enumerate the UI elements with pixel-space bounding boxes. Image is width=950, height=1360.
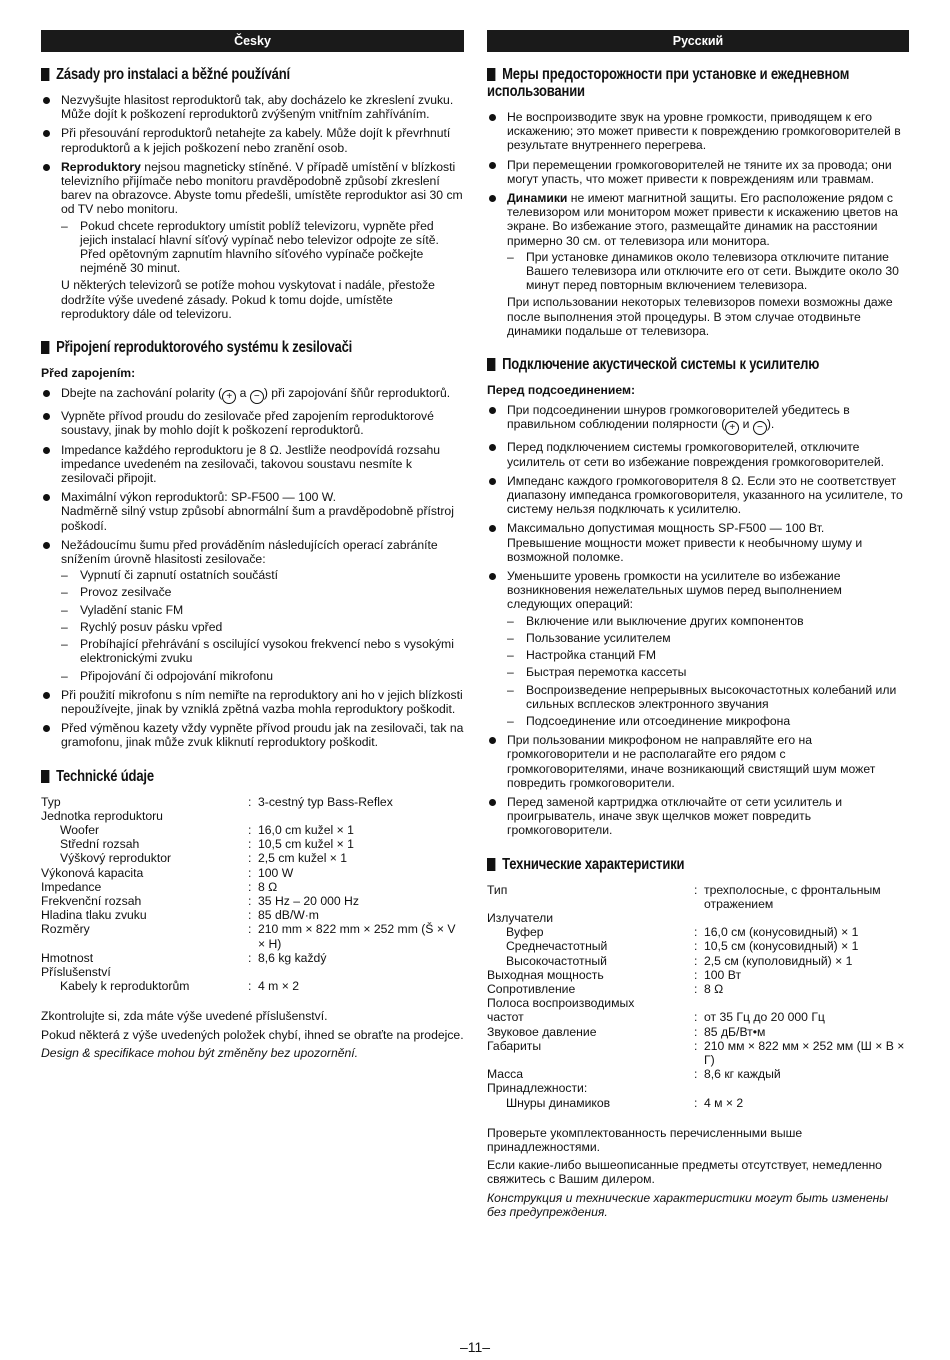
spec-row xyxy=(487,1025,909,1039)
section-square-icon xyxy=(41,68,49,81)
cs-connection-title-text: Připojení reproduktorového systému k zesilovači xyxy=(56,339,353,357)
dash-item: – Vyladění stanic FM xyxy=(61,603,464,617)
list-item xyxy=(487,403,909,435)
spec-row xyxy=(41,951,464,965)
spec-label: Hmotnost xyxy=(41,950,94,965)
ru-installation-title xyxy=(487,66,909,100)
spec-label: Jednotka reproduktoru xyxy=(41,808,163,823)
page-number: –11– xyxy=(459,1339,491,1355)
spec-row xyxy=(41,965,464,979)
spec-row xyxy=(41,795,464,809)
spec-value: 100 W xyxy=(258,865,294,880)
cs-connection-subhead: Před zapojením: xyxy=(41,366,136,381)
section-square-icon xyxy=(487,358,495,371)
section-square-icon xyxy=(41,770,49,783)
ru-specs-table xyxy=(487,883,909,1110)
cs-specs-title-text: Technické údaje xyxy=(56,767,154,785)
spec-value xyxy=(704,911,909,925)
russian-column xyxy=(487,30,909,1237)
spec-label: Impedance xyxy=(41,879,102,894)
cs-connection-section xyxy=(41,339,464,749)
list-item xyxy=(41,160,464,321)
spec-row xyxy=(41,823,464,837)
spec-value: от 35 Гц до 20 000 Гц xyxy=(704,1010,825,1025)
spec-value: 35 Hz – 20 000 Hz xyxy=(258,893,359,908)
spec-label: Woofer xyxy=(60,822,100,837)
item-text: Dbejte na zachování polarity ( xyxy=(61,386,223,401)
ru-connection-list xyxy=(487,403,909,837)
spec-colon: : xyxy=(694,981,698,996)
item-text: ). xyxy=(766,417,775,432)
dash-item: – Provoz zesilvače xyxy=(61,585,464,599)
dash-item: – Probíhající přehrávání s oscilující vysokou frekvencí nebo s vysokými elektronickými zvuku xyxy=(61,637,464,665)
spec-colon xyxy=(694,1081,704,1095)
spec-label: Výškový reproduktor xyxy=(60,851,172,866)
spec-label: Излучатели xyxy=(487,910,554,925)
cs-accessories-note: Zkontrolujte si, zda máte výše uvedené příslušenství. xyxy=(41,1009,328,1024)
list-item: Импеданс каждого громкоговорителя 8 Ω. Если это не соответствует диапазону импеданса громкоговорителя, указанного на усилителе, то систему нельзя подключать к усилителю. xyxy=(487,474,909,517)
spec-row xyxy=(41,851,464,865)
dash-item: – Включение или выключение других компонентов xyxy=(507,614,909,628)
spec-row xyxy=(41,922,464,950)
ru-design-note: Конструкция и технические характеристики могут быть изменены без предупреждения. xyxy=(487,1190,889,1219)
list-item xyxy=(41,386,464,404)
dash-item: – Rychlý posuv pásku vpřed xyxy=(61,620,464,634)
minus-polarity-icon: − xyxy=(250,390,264,404)
section-square-icon xyxy=(487,858,495,871)
spec-row xyxy=(487,982,909,996)
spec-row xyxy=(487,1096,909,1110)
spec-label: Hladina tlaku zvuku xyxy=(41,908,147,923)
spec-value xyxy=(258,809,464,823)
spec-colon: : xyxy=(694,1067,698,1082)
list-item: Nezvyšujte hlasitost reproduktorů tak, aby docházelo ke zkreslení zvuku. Může dojít k poškození reproduktorů zvýšeným vnitřním zahříváním. xyxy=(41,93,464,121)
list-item xyxy=(487,521,909,564)
spec-value: 10,5 cm kužel × 1 xyxy=(258,837,354,852)
spec-value: 10,5 см (конусовидный) × 1 xyxy=(704,939,859,954)
ru-installation-title-text: Меры предосторожности при установке и ежедневном использовании xyxy=(487,66,850,100)
spec-row xyxy=(41,908,464,922)
spec-value: 210 мм × 822 мм × 252 мм (Ш × В × Г) xyxy=(704,1038,905,1067)
spec-colon: : xyxy=(694,1038,698,1053)
spec-colon: : xyxy=(248,979,252,994)
list-item: Перед заменой картриджа отключайте от сети усилитель и проигрыватель, иначе звук щелчков может повредить громкоговорители. xyxy=(487,795,909,838)
spec-colon: : xyxy=(248,950,252,965)
list-item xyxy=(41,538,464,683)
dash-item: – Vypnutí či zapnutí ostatních součástí xyxy=(61,568,464,582)
ru-connection-title xyxy=(487,356,841,373)
spec-label: Полоса воспроизводимых xyxy=(487,996,635,1011)
spec-label: Тип xyxy=(487,882,508,897)
section-square-icon xyxy=(487,68,495,81)
dash-item: – При установке динамиков около телевизора отключите питание Вашего телевизора или отключите его от сети. Выждите около 30 минут перед повторным включением телевизора. xyxy=(507,250,909,293)
emphasis-text: Reproduktory xyxy=(61,159,141,174)
spec-colon: : xyxy=(694,1010,698,1025)
list-item: Vypněte přívod proudu do zesilovače před zapojením reproduktorové soustavy, jinak by mohlo dojít k poškození reproduktorů. xyxy=(41,409,464,437)
ru-specs-title xyxy=(487,856,841,873)
spec-row xyxy=(41,894,464,908)
ru-installation-list xyxy=(487,110,909,338)
list-item: Не воспроизводите звук на уровне громкости, приводящем к его искажению; это может привести к повреждению громкоговорителей в результате внутреннего перегрева. xyxy=(487,110,909,153)
dash-item: – Pokud chcete reproduktory umístit poblíž televizoru, vypněte před jejich instalací hlavní síťový vypínač nebo televizor odpojte ze sítě. Před opětovným zapnutím hlavního síťového vypínače počkejte nejméně 30 minut. xyxy=(61,219,464,276)
spec-row xyxy=(41,837,464,851)
ru-accessories-note: Проверьте укомплектованность перечисленными выше принадлежностями. xyxy=(487,1125,803,1154)
spec-row xyxy=(41,809,464,823)
spec-value: 85 дБ/Вт•м xyxy=(704,1024,766,1039)
spec-row xyxy=(487,939,909,953)
dash-item: – Подсоединение или отсоединение микрофона xyxy=(507,714,909,728)
cs-specs-section xyxy=(41,768,464,1060)
spec-row xyxy=(487,1039,909,1067)
ru-specs-title-text: Технические характеристики xyxy=(502,855,685,873)
list-item: Při použití mikrofonu s ním nemiřte na reproduktory ani ho v jejich blízkosti nepoužívejte, jinak by vzniklá zpětná vazba mohla reproduktory poškodit. xyxy=(41,688,464,716)
czech-language-header: Česky xyxy=(41,30,464,52)
spec-label: Výkonová kapacita xyxy=(41,865,144,880)
list-item xyxy=(41,490,464,533)
list-item: Před výměnou kazety vždy vypněte přívod proudu jak na zesilovači, tak na gramofonu, jinak může zvuk kliknutí reproduktory poškodit. xyxy=(41,721,464,749)
cs-installation-title xyxy=(41,66,396,83)
spec-label: частот xyxy=(487,1010,524,1025)
item-text: не имеют магнитной защиты. Его расположение рядом с телевизором или монитором может привести к искажению цветов на экране. Во избежание этого, размещайте динамик на расстоянии примерно 30 см. от телевизора или монитора. xyxy=(507,191,898,248)
spec-row xyxy=(41,979,464,993)
spec-value: 8,6 kg každý xyxy=(258,950,327,965)
spec-colon: : xyxy=(248,893,252,908)
spec-colon: : xyxy=(248,794,252,809)
spec-colon xyxy=(248,965,258,979)
ru-connection-title-text: Подключение акустической системы к усилителю xyxy=(502,356,820,374)
spec-colon xyxy=(694,911,704,925)
spec-value: трехполосные, с фронтальным отражением xyxy=(704,882,881,911)
list-item: Перед подключением системы громкоговорителей, отключите усилитель от сети во избежание повреждения громкоговорителей. xyxy=(487,440,909,468)
spec-row xyxy=(487,996,909,1010)
spec-label: Typ xyxy=(41,794,61,809)
spec-label: Принадлежности: xyxy=(487,1081,588,1096)
dash-list xyxy=(507,250,909,293)
cs-missing-note: Pokud některá z výše uvedených položek chybí, ihned se obraťte na prodejce. xyxy=(41,1027,464,1042)
spec-row xyxy=(487,954,909,968)
item-text: и xyxy=(739,417,753,432)
spec-label: Kabely k reproduktorům xyxy=(60,979,190,994)
cs-installation-section xyxy=(41,66,464,321)
spec-label: Rozměry xyxy=(41,922,90,937)
item-text: Максимально допустимая мощность SP-F500 — 100 Вт. xyxy=(507,521,825,536)
spec-colon: : xyxy=(248,879,252,894)
spec-value: 16,0 см (конусовидный) × 1 xyxy=(704,925,859,940)
spec-label: Высокочастотный xyxy=(506,953,607,968)
item-extra-text: Nadměrně silný vstup způsobí abnormální šum a pravděpodobně přístroj poškodí. xyxy=(61,504,454,533)
spec-colon: : xyxy=(248,865,252,880)
list-item: При пользовании микрофоном не направляйте его на громкоговорители и не располагайте его рядом с громкоговорителями, иначе возникающий свистящий шум может повредить громкоговорители. xyxy=(487,733,909,790)
spec-row xyxy=(487,968,909,982)
spec-colon: : xyxy=(248,908,252,923)
spec-value: 100 Вт xyxy=(704,967,742,982)
spec-value xyxy=(704,996,909,1010)
spec-colon: : xyxy=(248,922,252,937)
spec-colon: : xyxy=(694,1095,698,1110)
ru-specs-section xyxy=(487,856,909,1219)
dash-list xyxy=(61,568,464,682)
ru-installation-section xyxy=(487,66,909,338)
list-item: При перемещении громкоговорителей не тяните их за провода; они могут упасть, что может привести к повреждениям или травмам. xyxy=(487,158,909,186)
spec-colon: : xyxy=(694,1024,698,1039)
item-text: a xyxy=(236,386,250,401)
dash-item: – Настройка станций FM xyxy=(507,648,909,662)
spec-label: Масса xyxy=(487,1067,524,1082)
spec-label: Střední rozsah xyxy=(60,837,140,852)
cs-installation-list xyxy=(41,93,464,321)
item-text: Nežádoucímu šumu před prováděním následujících operací zabráníte snížením úrovně hlasitosti zesilovače: xyxy=(61,537,438,567)
russian-language-header: Русский xyxy=(487,30,909,52)
list-item xyxy=(487,191,909,338)
spec-colon: : xyxy=(248,822,252,837)
spec-value xyxy=(258,965,464,979)
item-text: Уменьшите уровень громкости на усилителе во избежание возникновения нежелательных шумов перед выполнением следующих операций: xyxy=(507,569,842,612)
spec-value: 8 Ω xyxy=(704,981,724,996)
ru-connection-section xyxy=(487,356,909,837)
spec-label: Příslušenství xyxy=(41,964,111,979)
cs-connection-list xyxy=(41,386,464,749)
plus-polarity-icon: + xyxy=(725,421,739,435)
spec-colon: : xyxy=(694,967,698,982)
spec-colon: : xyxy=(248,837,252,852)
item-text: Maximální výkon reproduktorů: SP-F500 — 100 W. xyxy=(61,490,337,505)
item-extra-text: Превышение мощности может привести к необычному шуму и возможной поломке. xyxy=(507,535,863,564)
spec-colon xyxy=(694,996,704,1010)
spec-value: 4 m × 2 xyxy=(258,979,299,994)
spec-row xyxy=(487,911,909,925)
dash-item: – Пользование усилителем xyxy=(507,631,909,645)
spec-label: Звуковое давление xyxy=(487,1024,597,1039)
spec-label: Вуфер xyxy=(506,925,544,940)
dash-item: – Быстрая перемотка кассеты xyxy=(507,665,909,679)
spec-value: 8 Ω xyxy=(258,879,278,894)
ru-connection-subhead: Перед подсоединением: xyxy=(487,383,636,398)
spec-value xyxy=(704,1081,909,1095)
spec-row xyxy=(487,1067,909,1081)
spec-colon xyxy=(248,809,258,823)
dash-list xyxy=(61,219,464,276)
section-square-icon xyxy=(41,341,49,354)
spec-row xyxy=(41,866,464,880)
spec-value: 3-cestný typ Bass-Reflex xyxy=(258,794,393,809)
spec-value: 2,5 см (куполовидный) × 1 xyxy=(704,953,853,968)
emphasis-text: Динамики xyxy=(507,191,568,206)
spec-label: Габариты xyxy=(487,1038,542,1053)
spec-label: Шнуры динамиков xyxy=(506,1095,611,1110)
item-text: nejsou magneticky stíněné. V případě umístění v blízkosti televizního přijímače nebo monitoru pravděpodobně způsobí zkreslení barev na obrazovce. Abyste tomu předešli, umístěte reproduktor asi 30 cm od TV nebo monitoru. xyxy=(61,159,463,217)
item-extra-text: U některých televizorů se potíže mohou vyskytovat i nadále, přestože dodržíte výše uvedené zásady. Pokud k tomu dojde, umístěte reproduktory dále od televizoru. xyxy=(61,278,435,321)
spec-value: 2,5 cm kužel × 1 xyxy=(258,851,348,866)
spec-label: Среднечастотный xyxy=(506,939,608,954)
spec-colon: : xyxy=(694,939,698,954)
list-item: Při přesouvání reproduktorů netahejte za kabely. Může dojít k převrhnutí reproduktorů a k jejich poškození nebo zranění osob. xyxy=(41,126,464,154)
spec-label: Сопротивление xyxy=(487,981,576,996)
cs-installation-title-text: Zásady pro instalaci a běžné používání xyxy=(56,66,290,83)
spec-value: 16,0 cm kužel × 1 xyxy=(258,822,354,837)
cs-connection-title xyxy=(41,339,396,356)
item-text: При подсоединении шнуров громкоговорителей убедитесь в правильном соблюдении полярности ( xyxy=(507,403,850,432)
spec-colon: : xyxy=(248,851,252,866)
spec-row xyxy=(41,880,464,894)
spec-colon: : xyxy=(694,953,698,968)
list-item xyxy=(487,569,909,728)
dash-list xyxy=(507,614,909,728)
spec-label: Выходная мощность xyxy=(487,967,604,982)
czech-column xyxy=(41,30,464,1078)
ru-missing-note: Если какие-либо вышеописанные предметы отсутствует, немедленно свяжитесь с Вашим дилером. xyxy=(487,1158,882,1187)
spec-row xyxy=(487,883,909,911)
spec-value: 210 mm × 822 mm × 252 mm (Š × V × H) xyxy=(258,922,456,951)
dash-item: – Воспроизведение непрерывных высокочастотных колебаний или сильных всплесков электронного звучания xyxy=(507,683,909,711)
spec-label: Frekvenční rozsah xyxy=(41,893,142,908)
spec-colon: : xyxy=(694,925,698,940)
item-extra-text: При использовании некоторых телевизоров помехи возможны даже после выполнения этой процедуры. В этом случае отодвиньте динамики подальше от телевизора. xyxy=(507,295,893,338)
plus-polarity-icon: + xyxy=(222,390,236,404)
item-text: ) při zapojování šňůr reproduktorů. xyxy=(263,386,451,401)
dash-item: – Připojování či odpojování mikrofonu xyxy=(61,669,464,683)
list-item: Impedance každého reproduktoru je 8 Ω. Jestliže neodpovídá rozsahu impedance uvedeném na zesilovači, takovou soustavu nesmíte k zesilovači připojit. xyxy=(41,443,464,486)
spec-colon: : xyxy=(694,882,698,897)
spec-row xyxy=(487,1010,909,1024)
cs-design-note: Design & specifikace mohou být změněny bez upozornění. xyxy=(41,1045,359,1060)
cs-specs-title xyxy=(41,768,396,785)
spec-row xyxy=(487,1081,909,1095)
spec-value: 4 м × 2 xyxy=(704,1095,744,1110)
spec-row xyxy=(487,925,909,939)
cs-specs-table xyxy=(41,795,464,994)
spec-value: 85 dB/W·m xyxy=(258,908,319,923)
spec-value: 8,6 кг каждый xyxy=(704,1067,781,1082)
minus-polarity-icon: − xyxy=(753,421,767,435)
